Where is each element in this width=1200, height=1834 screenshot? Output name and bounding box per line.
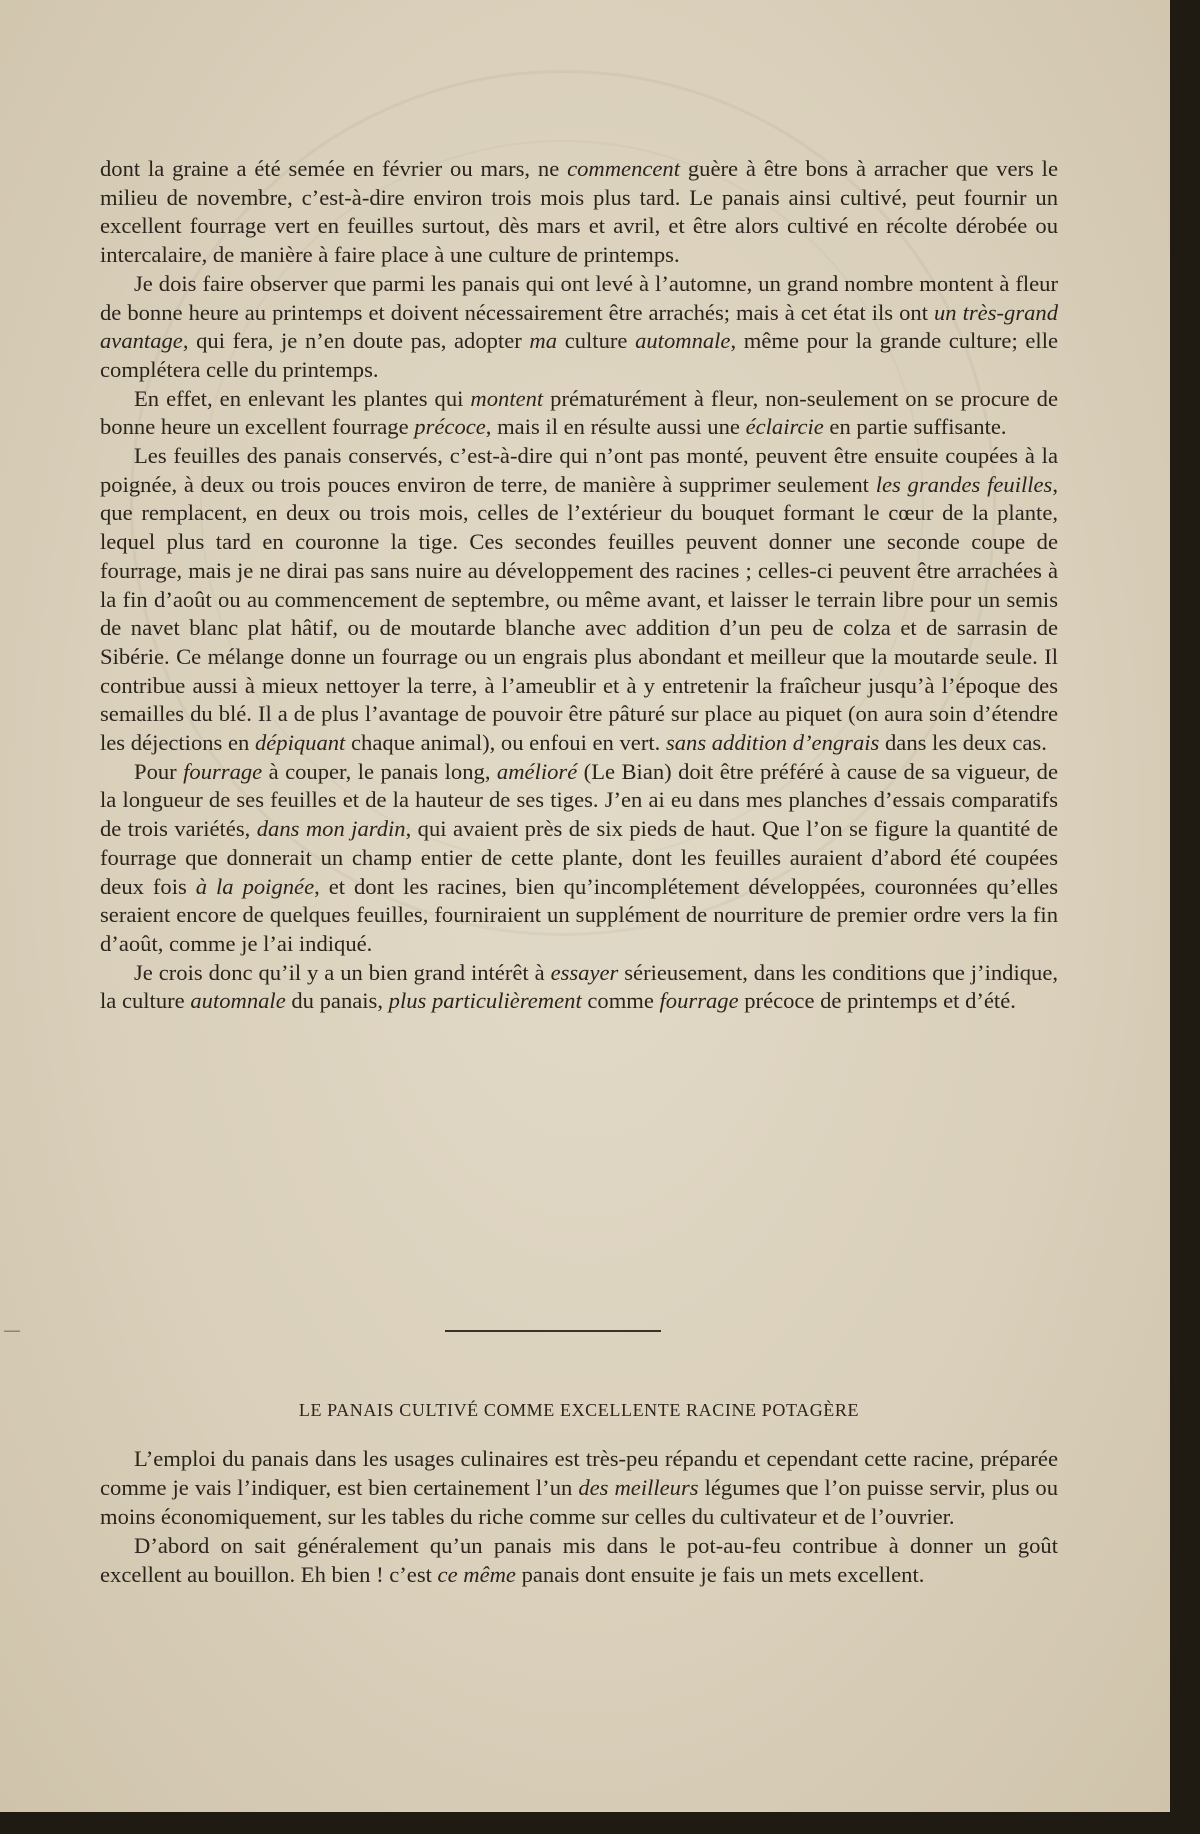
text-run: du panais, [285, 988, 389, 1014]
italic-run: ma [529, 328, 558, 354]
scan-border-right [1170, 0, 1200, 1834]
paragraph [100, 1444, 1058, 1531]
text-run: chaque animal), ou enfoui en vert. [345, 730, 666, 756]
paragraph [100, 155, 1058, 270]
italic-run: un très-grand avantage [100, 299, 1059, 354]
section-culinary-text [100, 1444, 1058, 1589]
text-run: sérieusement, dans les conditions que j’indique, la culture [100, 959, 1058, 1014]
text-run: L’emploi du panais dans les usages culinaires est très-peu répandu et cependant cette racine, préparée comme je vais l’indiquer, est bien certainement l’un [100, 1446, 1058, 1500]
text-run: prématurément à fleur, non-seulement on se procure de bonne heure un excellent fourrage [100, 385, 1058, 440]
paragraph [100, 270, 1058, 385]
italic-run: éclaircie [745, 414, 824, 440]
italic-run: dans mon jardin [256, 816, 406, 842]
paragraph [100, 442, 1058, 758]
paragraph [100, 385, 1058, 442]
text-run: Je dois faire observer que parmi les panais qui ont levé à l’automne, un grand nombre montent à fleur de bonne heure au printemps et doivent nécessairement être arrachés; mais à cet état ils ont [100, 270, 1058, 325]
italic-run: ce même [437, 1562, 516, 1587]
italic-run: automnale [635, 328, 731, 354]
italic-run: essayer [550, 959, 619, 985]
text-run: guère à être bons à arracher que vers le milieu de novembre, c’est-à-dire environ trois mois plus tard. Le panais ainsi cultivé, peut fournir un excellent fourrage vert en feuilles surtout, dès mars et avril, et être alors cultivé en récolte dérobée ou intercalaire, de manière à faire place à une culture de printemps. [100, 156, 1058, 268]
italic-run: dépiquant [254, 730, 346, 756]
section-heading: LE PANAIS CULTIVÉ COMME EXCELLENTE RACINE POTAGÈRE [298, 1400, 860, 1420]
text-run: dont la graine a été semée en février ou mars, ne [100, 156, 568, 181]
italic-run: fourrage [183, 758, 263, 784]
scan-border-bottom [0, 1812, 1200, 1834]
section-fodder-text [100, 155, 1058, 1016]
text-run: (Le Bian) doit être préféré à cause de sa vigueur, de la longueur de ses feuilles et de la hauteur de ses tiges. J’en ai eu dans mes planches d’essais comparatifs de trois variétés, [100, 758, 1058, 842]
text-run: , qui avaient près de six pieds de haut. Que l’on se figure la quantité de fourrage que donnerait un champ entier de cette plante, dont les feuilles auraient d’abord été coupées deux fois [100, 816, 1059, 899]
text-run: à couper, le panais long, [262, 758, 497, 784]
text-run: précoce de printemps et d’été. [738, 988, 1016, 1014]
text-run: , qui fera, je n’en doute pas, adopter [182, 328, 530, 354]
text-run: panais dont ensuite je fais un mets excellent. [515, 1562, 925, 1587]
margin-dash-mark: — [4, 1322, 20, 1339]
text-run: comme [581, 988, 660, 1014]
section-divider-rule [445, 1330, 661, 1332]
italic-run: à la poignée [195, 873, 315, 899]
paragraph [100, 959, 1058, 1016]
text-run: , que remplacent, en deux ou trois mois, celles de l’extérieur du bouquet formant le cœur de la plante, lequel plus tard en couronne la tige. Ces secondes feuilles peuvent donner une seconde coupe de fourrage, mais je ne dirai pas sans nuire au développement des racines ; celles-ci peuvent être arrachées à la fin d’août ou au commencement de septembre, ou même avant, et laisser le terrain libre pour un semis de navet blanc plat hâtif, ou de moutarde blanche avec addition d’un peu de colza et de sarrasin de Sibérie. Ce mélange donne un fourrage ou un engrais plus abondant et meilleur que la moutarde seule. Il contribue aussi à mieux nettoyer la terre, à l’ameublir et à y entretenir la fraîcheur jusqu’à l’époque des semailles du blé. Il a de plus l’avantage de pouvoir être pâturé sur place au piquet (on aura soin d’étendre les déjections en [100, 471, 1058, 756]
text-run: En effet, en enlevant les plantes qui [134, 385, 471, 411]
italic-run: plus particulièrement [388, 988, 582, 1014]
text-run: légumes que l’on puisse servir, plus ou moins économiquement, sur les tables du riche comme sur celles du cultivateur et de l’ouvrier. [100, 1475, 1058, 1529]
text-run: dans les deux cas. [879, 730, 1047, 756]
italic-run: fourrage [659, 988, 739, 1014]
italic-run: des meilleurs [578, 1475, 699, 1500]
text-run: Les feuilles des panais conservés, c’est-à-dire qui n’ont pas monté, peuvent être ensuite coupées à la poignée, à deux ou trois pouces environ de terre, de manière à supprimer seulement [100, 443, 1058, 497]
italic-run: précoce [414, 414, 486, 440]
italic-run: commencent [567, 156, 681, 181]
text-run: , mais il en résulte aussi une [485, 414, 746, 440]
paragraph [100, 758, 1058, 959]
text-run: Pour [134, 758, 184, 784]
text-run: D’abord on sait généralement qu’un panais mis dans le pot-au-feu contribue à donner un goût excellent au bouillon. Eh bien ! c’est [100, 1533, 1058, 1587]
italic-run: montent [470, 385, 544, 411]
text-run: , et dont les racines, bien qu’incomplétement développées, couronnées qu’elles seraient encore de quelques feuilles, fourniraient un supplément de nourriture de premier ordre vers la fin d’août, comme je l’ai indiqué. [100, 873, 1058, 956]
italic-run: les grandes feuilles [875, 471, 1053, 497]
text-run: en partie suffisante. [823, 414, 1007, 440]
text-run: , même pour la grande culture; elle complétera celle du printemps. [100, 328, 1058, 382]
text-run: Je crois donc qu’il y a un bien grand intérêt à [134, 959, 551, 985]
text-run: culture [557, 328, 636, 354]
paragraph [100, 1531, 1058, 1589]
italic-run: amélioré [496, 758, 578, 784]
italic-run: automnale [190, 988, 286, 1014]
italic-run: sans addition d’engrais [665, 730, 880, 756]
